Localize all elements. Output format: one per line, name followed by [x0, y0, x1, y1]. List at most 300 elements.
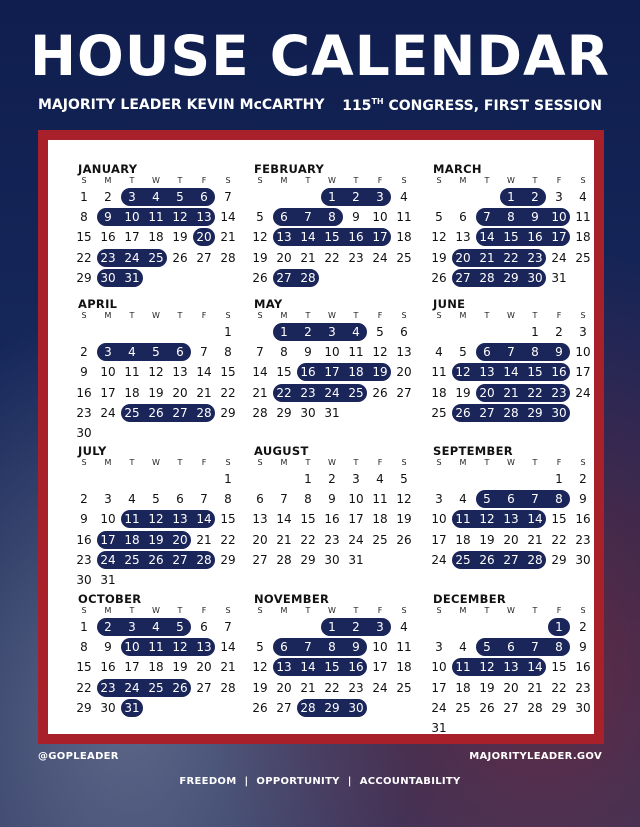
weekday-label: S	[401, 606, 407, 615]
calendar-day: 10	[575, 345, 591, 360]
month-name: AUGUST	[254, 444, 309, 458]
session-day: 3	[104, 345, 112, 360]
calendar-day: 8	[80, 640, 88, 655]
weekday-label: S	[580, 606, 586, 615]
calendar-day: 2	[555, 325, 563, 339]
calendar-day: 11	[575, 210, 591, 225]
session-day: 29	[527, 405, 543, 420]
calendar-day: 20	[276, 250, 292, 265]
calendar-day: 14	[220, 640, 236, 655]
calendar-day: 13	[252, 512, 268, 527]
session-day: 23	[100, 680, 116, 695]
calendar-day: 26	[396, 532, 412, 547]
calendar-day: 30	[575, 700, 591, 715]
session-day: 11	[455, 512, 471, 527]
calendar-day: 16	[76, 385, 92, 400]
calendar-day: 15	[76, 230, 92, 245]
calendar-day: 17	[575, 365, 591, 380]
calendar-day: 4	[128, 492, 136, 507]
calendar-day: 24	[431, 700, 447, 715]
calendar-day: 22	[220, 532, 236, 547]
session-day: 3	[128, 190, 136, 204]
session-day: 26	[479, 552, 495, 567]
month-name: MAY	[254, 297, 283, 311]
session-day: 27	[276, 270, 292, 285]
calendar-day: 20	[196, 660, 212, 675]
calendar-day: 4	[376, 472, 384, 486]
session-day: 8	[531, 345, 539, 360]
calendar-day: 27	[396, 385, 412, 400]
session-day: 14	[300, 660, 316, 675]
weekday-label: M	[280, 606, 288, 615]
weekday-label: M	[104, 606, 112, 615]
page-title: HOUSE CALENDAR	[30, 24, 610, 88]
calendar-day: 1	[555, 472, 563, 486]
weekday-label: T	[353, 606, 359, 615]
calendar-day: 18	[575, 230, 591, 245]
weekday-label: S	[401, 176, 407, 185]
calendar-day: 19	[148, 385, 164, 400]
session-day: 11	[455, 660, 471, 675]
session-day: 14	[196, 512, 212, 527]
weekday-label: M	[104, 311, 112, 320]
session-day: 13	[503, 512, 519, 527]
month-march	[433, 162, 603, 292]
calendar-day: 3	[435, 640, 443, 655]
calendar-day: 1	[80, 190, 88, 204]
calendar-day: 22	[76, 250, 92, 265]
calendar-day: 16	[100, 230, 116, 245]
session-day: 24	[324, 385, 340, 400]
weekday-label: F	[377, 176, 383, 185]
weekday-label: W	[328, 311, 336, 320]
weekday-label: T	[484, 458, 490, 467]
session-day: 8	[328, 210, 336, 225]
weekday-label: T	[353, 311, 359, 320]
calendar-day: 4	[459, 492, 467, 507]
month-june	[433, 297, 603, 427]
calendar-day: 10	[100, 365, 116, 380]
session-day: 7	[531, 640, 539, 655]
calendar-day: 15	[551, 512, 567, 527]
header	[0, 0, 640, 130]
weekday-label: T	[305, 606, 311, 615]
session-day: 29	[503, 270, 519, 285]
calendar-day: 5	[400, 472, 408, 486]
calendar-day: 20	[503, 532, 519, 547]
session-day: 9	[555, 345, 563, 360]
session-day: 29	[324, 700, 340, 715]
session-day: 26	[455, 405, 471, 420]
calendar-day: 25	[575, 250, 591, 265]
weekday-label: T	[129, 458, 135, 467]
calendar-day: 1	[224, 472, 232, 486]
session-day: 27	[455, 270, 471, 285]
month-name: MARCH	[433, 162, 482, 176]
month-name: SEPTEMBER	[433, 444, 513, 458]
month-february	[254, 162, 424, 292]
session-day: 3	[376, 190, 384, 204]
session-day: 13	[276, 230, 292, 245]
session-day: 26	[148, 552, 164, 567]
session-day: 30	[551, 405, 567, 420]
calendar-day: 13	[172, 365, 188, 380]
weekday-label: M	[280, 311, 288, 320]
session-day: 4	[128, 345, 136, 360]
calendar-day: 9	[352, 210, 360, 225]
session-day: 15	[324, 230, 340, 245]
weekday-label: M	[459, 458, 467, 467]
session-day: 16	[551, 365, 567, 380]
weekday-label: W	[507, 458, 515, 467]
session-day: 30	[348, 700, 364, 715]
weekday-label: S	[225, 606, 231, 615]
calendar-day: 19	[455, 385, 471, 400]
calendar-day: 1	[224, 325, 232, 339]
weekday-label: S	[81, 606, 87, 615]
session-day: 12	[172, 210, 188, 225]
calendar-day: 9	[80, 365, 88, 380]
session-day: 8	[555, 640, 563, 655]
calendar-day: 21	[220, 660, 236, 675]
calendar-day: 4	[400, 190, 408, 204]
session-day: 25	[348, 385, 364, 400]
weekday-label: S	[401, 458, 407, 467]
calendar-day: 26	[431, 270, 447, 285]
calendar-day: 26	[252, 700, 268, 715]
weekday-label: F	[556, 176, 562, 185]
calendar-day: 6	[176, 492, 184, 507]
calendar-day: 20	[252, 532, 268, 547]
calendar-day: 8	[224, 492, 232, 507]
session-day: 18	[348, 365, 364, 380]
weekday-label: S	[436, 311, 442, 320]
session-day: 11	[148, 640, 164, 655]
calendar-day: 18	[455, 532, 471, 547]
calendar-day: 26	[252, 270, 268, 285]
calendar-day: 15	[220, 512, 236, 527]
session-day: 3	[376, 620, 384, 634]
calendar-day: 21	[300, 250, 316, 265]
weekday-label: S	[225, 311, 231, 320]
session-day: 13	[276, 660, 292, 675]
session-day: 14	[503, 365, 519, 380]
weekday-label: T	[532, 458, 538, 467]
session-day: 2	[304, 325, 312, 339]
weekday-label: T	[353, 458, 359, 467]
calendar-day: 12	[396, 492, 412, 507]
session-day: 23	[551, 385, 567, 400]
tagline	[0, 776, 640, 787]
calendar-day: 11	[124, 365, 140, 380]
session-day: 23	[527, 250, 543, 265]
session-day: 2	[104, 620, 112, 634]
month-name: JUNE	[433, 297, 466, 311]
session-day: 6	[507, 640, 515, 655]
calendar-day: 14	[196, 365, 212, 380]
calendar-day: 15	[76, 660, 92, 675]
session-day: 15	[324, 660, 340, 675]
session-day: 5	[483, 640, 491, 655]
calendar-day: 12	[431, 230, 447, 245]
calendar-day: 25	[455, 700, 471, 715]
calendar-day: 14	[220, 210, 236, 225]
weekday-label: T	[177, 458, 183, 467]
calendar-day: 2	[579, 620, 587, 634]
calendar-day: 29	[551, 552, 567, 567]
weekday-label: T	[532, 606, 538, 615]
calendar-day: 12	[148, 365, 164, 380]
calendar-day: 27	[196, 680, 212, 695]
calendar-day: 8	[304, 492, 312, 507]
congress-subtitle	[342, 97, 602, 114]
calendar-day: 1	[531, 325, 539, 339]
calendar-day: 4	[579, 190, 587, 204]
calendar-day: 28	[252, 405, 268, 420]
calendar-day: 30	[300, 405, 316, 420]
calendar-day: 24	[372, 250, 388, 265]
month-july	[76, 444, 248, 587]
calendar-day: 17	[124, 230, 140, 245]
month-october	[78, 592, 248, 722]
calendar-day: 28	[220, 680, 236, 695]
weekday-label: T	[177, 311, 183, 320]
calendar-day: 18	[148, 230, 164, 245]
session-day: 27	[503, 552, 519, 567]
calendar-day: 21	[196, 532, 212, 547]
weekday-label: M	[104, 176, 112, 185]
month-name: APRIL	[78, 297, 118, 311]
weekday-label: M	[459, 176, 467, 185]
calendar-day: 9	[328, 492, 336, 507]
session-day: 14	[300, 230, 316, 245]
calendar-day: 4	[459, 640, 467, 655]
session-day: 12	[172, 640, 188, 655]
calendar-day: 21	[527, 532, 543, 547]
weekday-label: W	[152, 176, 160, 185]
weekday-label: W	[328, 606, 336, 615]
calendar-day: 18	[396, 230, 412, 245]
calendar-day: 10	[100, 512, 116, 527]
session-day: 24	[124, 250, 140, 265]
session-day: 4	[152, 190, 160, 204]
session-day: 20	[196, 230, 212, 245]
calendar-day: 25	[396, 680, 412, 695]
session-day: 16	[348, 230, 364, 245]
calendar-day: 19	[172, 230, 188, 245]
calendar-day: 2	[328, 472, 336, 486]
calendar-day: 8	[280, 345, 288, 360]
calendar-day: 13	[455, 230, 471, 245]
session-day: 28	[300, 270, 316, 285]
session-day: 17	[372, 230, 388, 245]
month-may	[254, 297, 424, 427]
session-day: 2	[531, 190, 539, 204]
calendar-day: 17	[431, 532, 447, 547]
session-day: 13	[172, 512, 188, 527]
session-day: 22	[527, 385, 543, 400]
calendar-day: 22	[76, 680, 92, 695]
calendar-day: 17	[100, 385, 116, 400]
weekday-label: F	[377, 458, 383, 467]
calendar-day: 22	[220, 385, 236, 400]
calendar-day: 21	[527, 680, 543, 695]
session-day: 28	[196, 552, 212, 567]
calendar-day: 15	[551, 660, 567, 675]
weekday-label: S	[81, 311, 87, 320]
session-day: 6	[176, 345, 184, 360]
calendar-day: 18	[124, 385, 140, 400]
session-day: 1	[328, 190, 336, 204]
calendar-day: 10	[431, 660, 447, 675]
calendar-day: 15	[300, 512, 316, 527]
session-day: 17	[100, 532, 116, 547]
weekday-label: T	[484, 176, 490, 185]
calendar-day: 24	[551, 250, 567, 265]
calendar-day: 30	[100, 700, 116, 715]
calendar-day: 16	[575, 660, 591, 675]
calendar-day: 14	[252, 365, 268, 380]
session-day: 25	[455, 552, 471, 567]
weekday-label: F	[377, 311, 383, 320]
weekday-label: S	[225, 176, 231, 185]
calendar-day: 9	[80, 512, 88, 527]
calendar-day: 24	[372, 680, 388, 695]
session-day: 5	[483, 492, 491, 507]
session-day: 19	[148, 532, 164, 547]
tagline-separator: |	[244, 776, 249, 787]
weekday-label: W	[152, 311, 160, 320]
calendar-day: 11	[431, 365, 447, 380]
weekday-label: F	[201, 311, 207, 320]
calendar-day: 3	[352, 472, 360, 486]
calendar-day: 16	[100, 660, 116, 675]
session-day: 23	[300, 385, 316, 400]
weekday-label: T	[177, 606, 183, 615]
session-day: 6	[280, 640, 288, 655]
calendar-day: 4	[400, 620, 408, 634]
session-day: 12	[479, 512, 495, 527]
session-day: 25	[124, 405, 140, 420]
session-day: 31	[124, 700, 140, 715]
session-day: 2	[352, 620, 360, 634]
weekday-label: S	[401, 311, 407, 320]
calendar-day: 19	[172, 660, 188, 675]
session-day: 14	[527, 660, 543, 675]
calendar-day: 23	[575, 532, 591, 547]
calendar-day: 23	[324, 532, 340, 547]
calendar-day: 29	[76, 270, 92, 285]
calendar-day: 17	[124, 660, 140, 675]
session-day: 23	[100, 250, 116, 265]
calendar-day: 31	[431, 721, 447, 735]
calendar-day: 31	[100, 573, 116, 587]
calendar-day: 18	[431, 385, 447, 400]
calendar-day: 6	[200, 620, 208, 634]
session-day: 20	[172, 532, 188, 547]
calendar-day: 27	[252, 552, 268, 567]
calendar-day: 9	[579, 640, 587, 655]
tagline-separator: |	[347, 776, 352, 787]
calendar-day: 17	[348, 512, 364, 527]
weekday-label: T	[177, 176, 183, 185]
month-name: JULY	[78, 444, 107, 458]
calendar-day: 13	[396, 345, 412, 360]
session-day: 22	[276, 385, 292, 400]
session-day: 26	[148, 405, 164, 420]
session-day: 14	[527, 512, 543, 527]
weekday-label: F	[556, 311, 562, 320]
session-day: 9	[531, 210, 539, 225]
weekday-label: S	[81, 458, 87, 467]
session-day: 24	[100, 552, 116, 567]
calendar-day: 7	[200, 492, 208, 507]
weekday-label: S	[257, 311, 263, 320]
calendar-day: 9	[579, 492, 587, 507]
weekday-label: M	[459, 311, 467, 320]
session-day: 5	[176, 190, 184, 204]
calendar-day: 12	[372, 345, 388, 360]
calendar-day: 3	[435, 492, 443, 507]
weekday-label: W	[507, 606, 515, 615]
weekday-label: T	[129, 176, 135, 185]
calendar-day: 2	[80, 345, 88, 360]
session-day: 16	[348, 660, 364, 675]
session-day: 7	[304, 640, 312, 655]
calendar-day: 8	[224, 345, 232, 360]
weekday-label: F	[556, 606, 562, 615]
weekday-label: T	[484, 311, 490, 320]
weekday-label: M	[459, 606, 467, 615]
calendar-day: 21	[196, 385, 212, 400]
session-day: 7	[507, 345, 515, 360]
calendar-day: 11	[372, 492, 388, 507]
session-day: 5	[152, 345, 160, 360]
leader-subtitle: MAJORITY LEADER KEVIN McCARTHY	[38, 97, 325, 113]
session-day: 30	[527, 270, 543, 285]
calendar-day: 22	[300, 532, 316, 547]
calendar-day: 2	[80, 492, 88, 507]
weekday-label: S	[580, 311, 586, 320]
session-day: 13	[503, 660, 519, 675]
calendar-day: 26	[479, 700, 495, 715]
weekday-label: W	[152, 606, 160, 615]
calendar-day: 2	[104, 190, 112, 204]
calendar-day: 30	[575, 552, 591, 567]
calendar-day: 8	[80, 210, 88, 225]
weekday-label: F	[201, 606, 207, 615]
calendar-day: 7	[200, 345, 208, 360]
calendar-day: 5	[152, 492, 160, 507]
calendar-day: 15	[220, 365, 236, 380]
weekday-label: T	[305, 458, 311, 467]
session-day: 12	[455, 365, 471, 380]
weekday-label: W	[328, 176, 336, 185]
calendar-day: 27	[276, 700, 292, 715]
weekday-label: W	[152, 458, 160, 467]
weekday-label: S	[257, 458, 263, 467]
month-name: OCTOBER	[78, 592, 142, 606]
calendar-day: 6	[400, 325, 408, 339]
weekday-label: F	[201, 458, 207, 467]
weekday-label: T	[532, 311, 538, 320]
month-november	[254, 592, 424, 722]
calendar-day: 21	[220, 230, 236, 245]
calendar-day: 27	[196, 250, 212, 265]
weekday-label: T	[129, 311, 135, 320]
calendar-day: 24	[348, 532, 364, 547]
session-day: 7	[304, 210, 312, 225]
